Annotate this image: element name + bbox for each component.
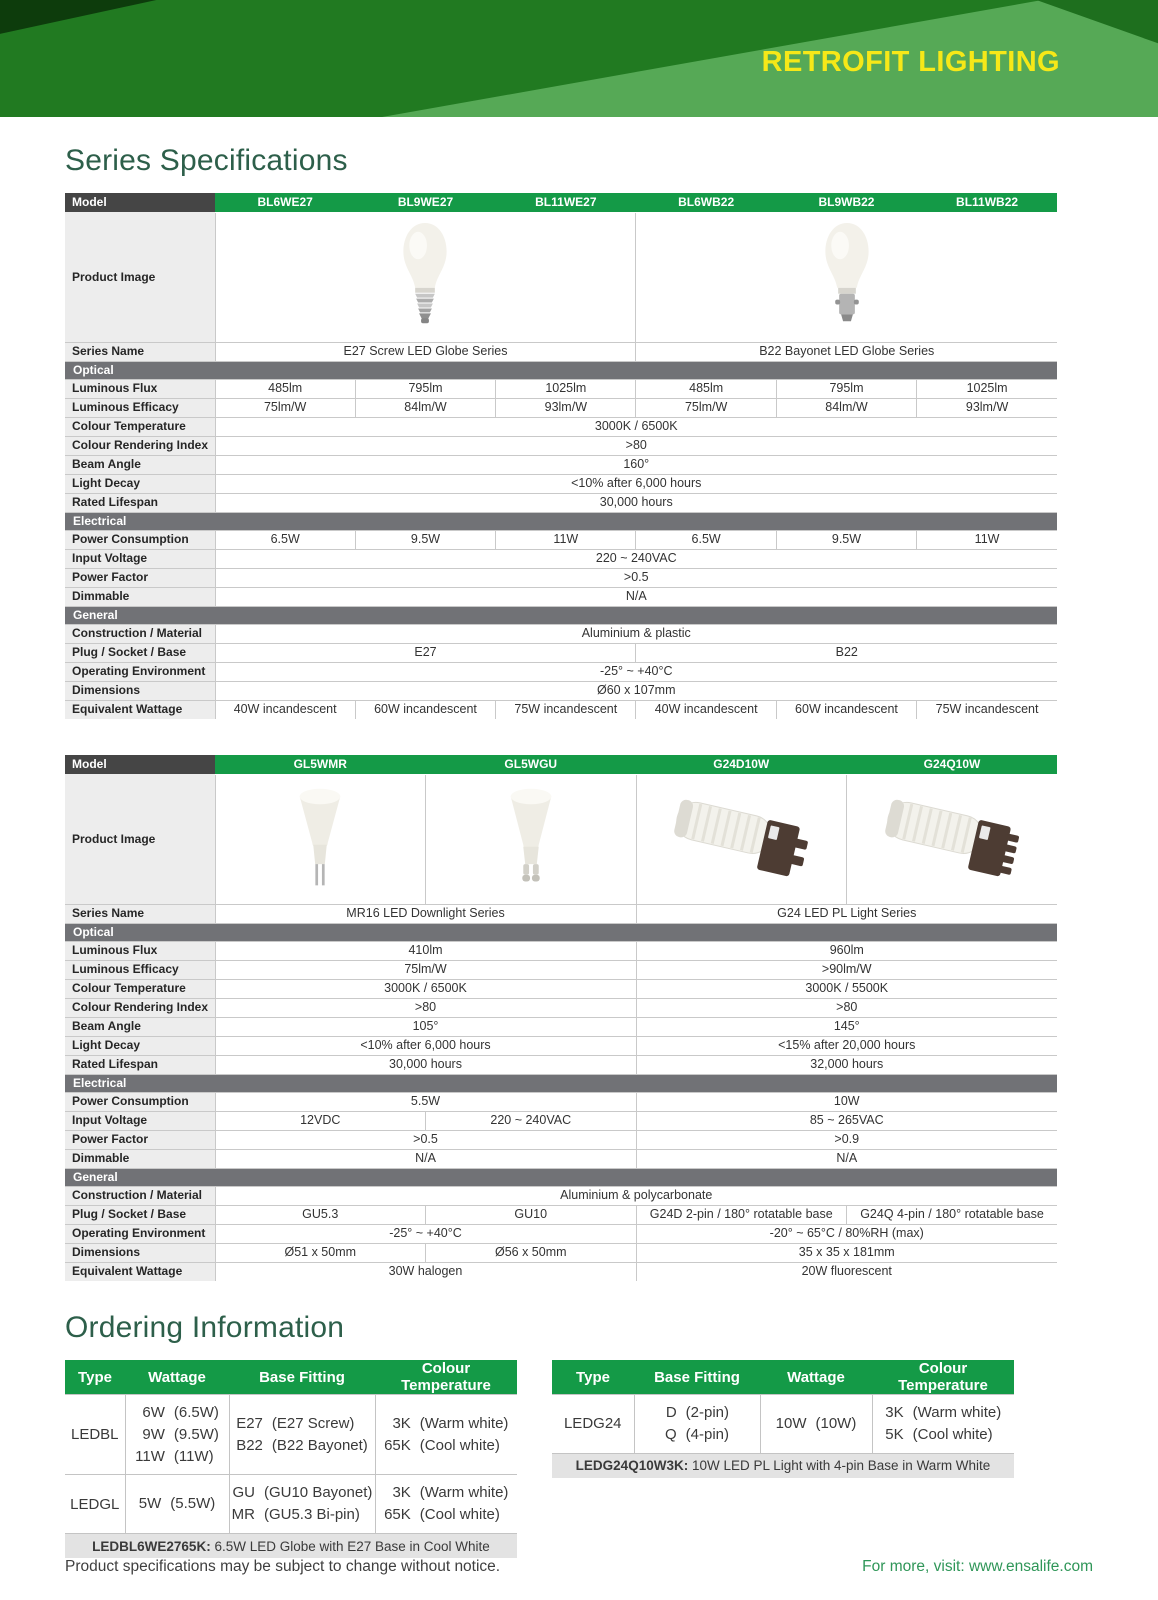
order-value-cell <box>760 1395 872 1454</box>
order-code-pairs <box>378 1413 516 1457</box>
gu10-spot-bulb-image <box>500 831 562 845</box>
row-label: Rated Lifespan <box>65 493 215 512</box>
spec-value-cell: 160° <box>215 455 1057 474</box>
model-name-cell: G24Q10W <box>847 755 1058 774</box>
order-header-cell: Base Fitting <box>229 1360 375 1395</box>
order-code-pairs <box>128 1402 227 1467</box>
order-desc: (B22 Bayonet) <box>271 1436 368 1454</box>
spec-value-cell: 60W incandescent <box>776 700 916 719</box>
spec-value-cell: 10W <box>636 1092 1057 1111</box>
spec-value-cell: N/A <box>215 587 1057 606</box>
order-header-cell: Type <box>552 1360 634 1395</box>
model-name-cell: BL9WE27 <box>355 193 495 212</box>
footer-disclaimer: Product specifications may be subject to change without notice. <box>65 1558 501 1576</box>
order-example-cell: LEDBL6WE2765K: 6.5W LED Globe with E27 Base in Cool White <box>65 1533 517 1558</box>
order-desc: (9.5W) <box>173 1425 219 1443</box>
order-code-pairs <box>232 1482 373 1526</box>
spec-value-cell: 93lm/W <box>496 398 636 417</box>
order-type-cell: LEDGL <box>65 1475 125 1534</box>
row-label: Colour Temperature <box>65 979 215 998</box>
product-image-row <box>65 774 1057 904</box>
order-code-pairs <box>875 1402 1013 1446</box>
spec-value-cell: >80 <box>215 998 636 1017</box>
e27-globe-bulb-image <box>394 269 456 283</box>
spec-row <box>65 1205 1057 1224</box>
order-value-cell <box>375 1395 517 1475</box>
order-header-cell: Type <box>65 1360 125 1395</box>
spec-value-cell: 30,000 hours <box>215 493 1057 512</box>
product-image-cell <box>636 212 1057 342</box>
series-name-row <box>65 904 1057 923</box>
order-code: 65K <box>384 1506 411 1523</box>
spec-value-cell: 3000K / 6500K <box>215 979 636 998</box>
spec-value-cell: 40W incandescent <box>636 700 776 719</box>
order-desc: (Warm white) <box>419 1484 509 1502</box>
g24d-pl-lamp-image <box>670 831 812 845</box>
model-header-label: Model <box>65 755 215 774</box>
spec-value-cell: 485lm <box>636 379 776 398</box>
spec-value-cell: 30,000 hours <box>215 1055 636 1074</box>
spec-table-1 <box>65 193 1057 719</box>
spec-row <box>65 1130 1057 1149</box>
model-header-row <box>65 755 1057 774</box>
spec-row <box>65 979 1057 998</box>
spec-value-cell: 960lm <box>636 941 1057 960</box>
row-label: Power Consumption <box>65 530 215 549</box>
product-image-cell <box>847 774 1058 904</box>
spec-value-cell: >90lm/W <box>636 960 1057 979</box>
page-footer <box>65 1558 1093 1576</box>
order-header-cell: Colour Temperature <box>375 1360 517 1395</box>
model-header-label: Model <box>65 193 215 212</box>
model-name-cell: BL11WB22 <box>917 193 1057 212</box>
product-image-cell <box>426 774 637 904</box>
row-label: Series Name <box>65 904 215 923</box>
section-bar-general: General <box>65 606 1057 624</box>
spec-value-cell: 20W fluorescent <box>636 1262 1057 1281</box>
spec-value-cell: 11W <box>496 530 636 549</box>
spec-row <box>65 681 1057 700</box>
order-desc: (E27 Screw) <box>271 1414 355 1432</box>
order-row <box>552 1395 1014 1454</box>
order-code: MR <box>231 1506 255 1523</box>
spec-value-cell: 795lm <box>355 379 495 398</box>
model-name-cell: BL9WB22 <box>776 193 916 212</box>
row-label: Light Decay <box>65 474 215 493</box>
order-code: 9W <box>142 1425 165 1443</box>
spec-row <box>65 998 1057 1017</box>
spec-row <box>65 1017 1057 1036</box>
spec-value-cell: 84lm/W <box>776 398 916 417</box>
spec-value-cell: >80 <box>636 998 1057 1017</box>
spec-value-cell: Ø51 x 50mm <box>215 1243 426 1262</box>
spec-row <box>65 960 1057 979</box>
row-label: Plug / Socket / Base <box>65 1205 215 1224</box>
spec-value-cell: 75W incandescent <box>917 700 1057 719</box>
order-desc: (Warm white) <box>419 1414 509 1432</box>
section-bar-row <box>65 923 1057 941</box>
spec-value-cell: G24Q 4-pin / 180° rotatable base <box>847 1205 1058 1224</box>
spec-value-cell: Ø56 x 50mm <box>426 1243 637 1262</box>
spec-value-cell: 30W halogen <box>215 1262 636 1281</box>
spec-value-cell: 9.5W <box>355 530 495 549</box>
spec-value-cell: 485lm <box>215 379 355 398</box>
section-bar-optical: Optical <box>65 361 1057 379</box>
spec-value-cell: <10% after 6,000 hours <box>215 474 1057 493</box>
spec-row <box>65 398 1057 417</box>
spec-value-cell: 3000K / 6500K <box>215 417 1057 436</box>
section-heading-specs: Series Specifications <box>65 144 348 177</box>
spec-row <box>65 1111 1057 1130</box>
spec-value-cell: 1025lm <box>917 379 1057 398</box>
spec-value-cell: 84lm/W <box>355 398 495 417</box>
spec-value-cell: GU5.3 <box>215 1205 426 1224</box>
series-name-cell: E27 Screw LED Globe Series <box>215 342 636 361</box>
section-bar-electrical: Electrical <box>65 1074 1057 1092</box>
row-label: Light Decay <box>65 1036 215 1055</box>
section-bar-row <box>65 606 1057 624</box>
order-code: B22 <box>236 1436 263 1454</box>
order-desc: (Cool white) <box>912 1425 993 1443</box>
spec-value-cell: Aluminium & plastic <box>215 624 1057 643</box>
order-desc: (GU5.3 Bi-pin) <box>263 1506 360 1523</box>
order-type-cell: LEDG24 <box>552 1395 634 1454</box>
spec-value-cell: 1025lm <box>496 379 636 398</box>
spec-value-cell: 60W incandescent <box>355 700 495 719</box>
banner <box>0 0 1158 117</box>
row-label: Luminous Flux <box>65 941 215 960</box>
model-name-cell: G24D10W <box>636 755 847 774</box>
spec-row <box>65 530 1057 549</box>
order-desc: (2-pin) <box>685 1404 730 1421</box>
ordering-table-right <box>552 1360 1014 1478</box>
spec-value-cell: 220 ~ 240VAC <box>215 549 1057 568</box>
spec-row <box>65 1243 1057 1262</box>
spec-row <box>65 662 1057 681</box>
spec-row <box>65 549 1057 568</box>
row-label: Power Factor <box>65 568 215 587</box>
spec-value-cell: 410lm <box>215 941 636 960</box>
footer-link: For more, visit: www.ensalife.com <box>862 1558 1093 1576</box>
order-desc: (Cool white) <box>419 1506 500 1523</box>
model-name-cell: GL5WGU <box>426 755 637 774</box>
section-heading-ordering: Ordering Information <box>65 1311 345 1344</box>
spec-value-cell: -25° ~ +40°C <box>215 662 1057 681</box>
spec-value-cell: >0.5 <box>215 568 1057 587</box>
order-example-row <box>552 1453 1014 1478</box>
spec-row <box>65 643 1057 662</box>
section-bar-row <box>65 361 1057 379</box>
spec-value-cell: N/A <box>636 1149 1057 1168</box>
spec-value-cell: 75W incandescent <box>496 700 636 719</box>
product-image-row <box>65 212 1057 342</box>
order-code-pairs <box>128 1493 227 1515</box>
spec-value-cell: 105° <box>215 1017 636 1036</box>
row-label: Dimmable <box>65 1149 215 1168</box>
order-code: 5W <box>138 1495 162 1513</box>
order-code: E27 <box>236 1414 263 1432</box>
product-image-cell <box>636 774 847 904</box>
model-name-cell: BL6WB22 <box>636 193 776 212</box>
order-header-cell: Base Fitting <box>634 1360 760 1395</box>
row-label: Product Image <box>65 212 215 342</box>
spec-value-cell: 85 ~ 265VAC <box>636 1111 1057 1130</box>
spec-value-cell: 12VDC <box>215 1111 426 1130</box>
spec-value-cell: >0.5 <box>215 1130 636 1149</box>
spec-value-cell: 35 x 35 x 181mm <box>636 1243 1057 1262</box>
row-label: Rated Lifespan <box>65 1055 215 1074</box>
spec-row <box>65 1262 1057 1281</box>
spec-row <box>65 436 1057 455</box>
product-image-cell <box>215 774 426 904</box>
spec-row <box>65 941 1057 960</box>
spec-value-cell: 40W incandescent <box>215 700 355 719</box>
spec-value-cell: 11W <box>917 530 1057 549</box>
order-code: 10W <box>775 1414 807 1432</box>
spec-value-cell: G24D 2-pin / 180° rotatable base <box>636 1205 847 1224</box>
section-bar-optical: Optical <box>65 923 1057 941</box>
order-code-pairs <box>763 1413 870 1435</box>
spec-value-cell: B22 <box>636 643 1057 662</box>
order-example-cell: LEDG24Q10W3K: 10W LED PL Light with 4-pin Base in Warm White <box>552 1453 1014 1478</box>
order-code-pairs <box>378 1482 516 1526</box>
order-code: 5K <box>885 1425 904 1443</box>
order-desc: (10W) <box>815 1414 857 1432</box>
row-label: Luminous Efficacy <box>65 398 215 417</box>
spec-value-cell: >0.9 <box>636 1130 1057 1149</box>
spec-value-cell: 75lm/W <box>636 398 776 417</box>
spec-value-cell: 145° <box>636 1017 1057 1036</box>
row-label: Construction / Material <box>65 1186 215 1205</box>
order-desc: (Cool white) <box>419 1436 500 1454</box>
row-label: Beam Angle <box>65 455 215 474</box>
row-label: Equivalent Wattage <box>65 1262 215 1281</box>
order-value-cell <box>229 1395 375 1475</box>
row-label: Dimensions <box>65 681 215 700</box>
order-desc: (GU10 Bayonet) <box>263 1484 373 1502</box>
spec-row <box>65 1092 1057 1111</box>
order-desc: (11W) <box>173 1447 214 1465</box>
spec-value-cell: 220 ~ 240VAC <box>426 1111 637 1130</box>
spec-value-cell: 93lm/W <box>917 398 1057 417</box>
order-code: 3K <box>885 1404 904 1421</box>
spec-row <box>65 700 1057 719</box>
order-value-cell <box>229 1475 375 1534</box>
spec-value-cell: -20° ~ 65°C / 80%RH (max) <box>636 1224 1057 1243</box>
spec-row <box>65 624 1057 643</box>
spec-row <box>65 587 1057 606</box>
model-name-cell: GL5WMR <box>215 755 426 774</box>
row-label: Equivalent Wattage <box>65 700 215 719</box>
spec-value-cell: Ø60 x 107mm <box>215 681 1057 700</box>
order-row <box>65 1475 517 1534</box>
spec-value-cell: 9.5W <box>776 530 916 549</box>
ordering-table-left <box>65 1360 517 1558</box>
series-name-row <box>65 342 1057 361</box>
ordering-tables-container <box>65 1360 1158 1558</box>
row-label: Power Factor <box>65 1130 215 1149</box>
spec-row <box>65 1186 1057 1205</box>
order-code: 6W <box>142 1404 165 1421</box>
spec-value-cell: 75lm/W <box>215 398 355 417</box>
order-type-cell: LEDBL <box>65 1395 125 1475</box>
section-bar-row <box>65 512 1057 530</box>
order-desc: (Warm white) <box>912 1404 1002 1421</box>
spec-value-cell: 6.5W <box>636 530 776 549</box>
spec-value-cell: 6.5W <box>215 530 355 549</box>
section-bar-row <box>65 1168 1057 1186</box>
order-value-cell <box>125 1395 229 1475</box>
series-name-cell: B22 Bayonet LED Globe Series <box>636 342 1057 361</box>
row-label: Beam Angle <box>65 1017 215 1036</box>
b22-globe-bulb-image <box>816 269 878 283</box>
order-header-cell: Wattage <box>125 1360 229 1395</box>
order-desc: (4-pin) <box>685 1425 730 1443</box>
row-label: Operating Environment <box>65 1224 215 1243</box>
spec-value-cell: <15% after 20,000 hours <box>636 1036 1057 1055</box>
spec-value-cell: 75lm/W <box>215 960 636 979</box>
order-example-code: LEDG24Q10W3K: <box>575 1458 689 1474</box>
order-value-cell <box>634 1395 760 1454</box>
spec-value-cell: E27 <box>215 643 636 662</box>
section-bar-row <box>65 1074 1057 1092</box>
order-desc: (6.5W) <box>173 1404 219 1421</box>
model-name-cell: BL6WE27 <box>215 193 355 212</box>
order-header-cell: Colour Temperature <box>872 1360 1014 1395</box>
order-desc: (5.5W) <box>170 1495 216 1513</box>
spec-value-cell: <10% after 6,000 hours <box>215 1036 636 1055</box>
mr16-spot-bulb-image <box>289 831 351 845</box>
order-header-row <box>65 1360 517 1395</box>
spec-value-cell: 795lm <box>776 379 916 398</box>
spec-row <box>65 1055 1057 1074</box>
order-code: GU <box>232 1484 255 1502</box>
order-code: D <box>665 1404 677 1421</box>
g24q-pl-lamp-image <box>881 831 1023 845</box>
spec-value-cell: 5.5W <box>215 1092 636 1111</box>
row-label: Colour Rendering Index <box>65 436 215 455</box>
row-label: Dimensions <box>65 1243 215 1262</box>
row-label: Luminous Flux <box>65 379 215 398</box>
order-header-row <box>552 1360 1014 1395</box>
spec-table-2 <box>65 755 1057 1281</box>
model-header-row <box>65 193 1057 212</box>
order-code-pairs <box>232 1413 373 1457</box>
order-value-cell <box>375 1475 517 1534</box>
spec-value-cell: N/A <box>215 1149 636 1168</box>
order-code: 3K <box>392 1414 411 1432</box>
spec-value-cell: 3000K / 5500K <box>636 979 1057 998</box>
spec-value-cell: >80 <box>215 436 1057 455</box>
section-bar-electrical: Electrical <box>65 512 1057 530</box>
spec-tables-container <box>0 193 1158 1281</box>
row-label: Series Name <box>65 342 215 361</box>
spec-row <box>65 493 1057 512</box>
order-code: 11W <box>135 1447 165 1465</box>
spec-row <box>65 1149 1057 1168</box>
order-code: Q <box>664 1425 677 1443</box>
spec-value-cell: Aluminium & polycarbonate <box>215 1186 1057 1205</box>
row-label: Operating Environment <box>65 662 215 681</box>
order-example-row <box>65 1533 517 1558</box>
row-label: Luminous Efficacy <box>65 960 215 979</box>
row-label: Plug / Socket / Base <box>65 643 215 662</box>
order-row <box>65 1395 517 1475</box>
row-label: Product Image <box>65 774 215 904</box>
order-code: 3K <box>392 1484 411 1502</box>
spec-value-cell: GU10 <box>426 1205 637 1224</box>
row-label: Input Voltage <box>65 549 215 568</box>
page-title: RETROFIT LIGHTING <box>761 46 1060 78</box>
spec-value-cell: -25° ~ +40°C <box>215 1224 636 1243</box>
series-name-cell: G24 LED PL Light Series <box>636 904 1057 923</box>
section-bar-general: General <box>65 1168 1057 1186</box>
spec-row <box>65 455 1057 474</box>
spec-row <box>65 1224 1057 1243</box>
spec-row <box>65 1036 1057 1055</box>
order-value-cell <box>872 1395 1014 1454</box>
spec-value-cell: 32,000 hours <box>636 1055 1057 1074</box>
row-label: Colour Temperature <box>65 417 215 436</box>
series-name-cell: MR16 LED Downlight Series <box>215 904 636 923</box>
spec-row <box>65 417 1057 436</box>
row-label: Power Consumption <box>65 1092 215 1111</box>
product-image-cell <box>215 212 636 342</box>
row-label: Dimmable <box>65 587 215 606</box>
order-value-cell <box>125 1475 229 1534</box>
row-label: Input Voltage <box>65 1111 215 1130</box>
row-label: Colour Rendering Index <box>65 998 215 1017</box>
order-code-pairs <box>637 1402 758 1446</box>
spec-row <box>65 379 1057 398</box>
order-code: 65K <box>384 1436 411 1454</box>
order-header-cell: Wattage <box>760 1360 872 1395</box>
spec-row <box>65 568 1057 587</box>
row-label: Construction / Material <box>65 624 215 643</box>
model-name-cell: BL11WE27 <box>496 193 636 212</box>
order-example-code: LEDBL6WE2765K: <box>92 1538 211 1554</box>
spec-row <box>65 474 1057 493</box>
